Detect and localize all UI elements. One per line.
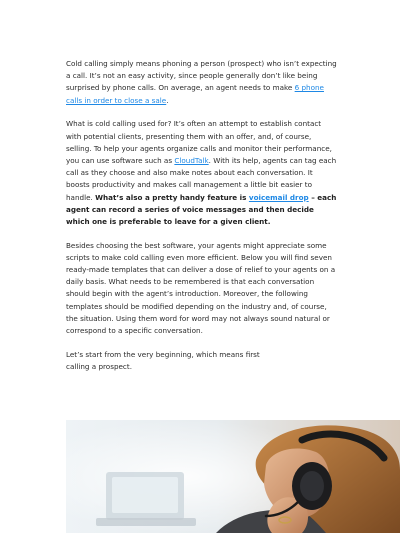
article-body: [66, 58, 338, 385]
agent-headset-photo: [66, 420, 400, 533]
feature-text-end: – each agent can record a series of voice messages and then decide which one is preferable to leave for a given client.: [66, 192, 337, 226]
intro-text: Cold calling simply means phoning a person (prospect) who isn’t expecting a call. It’s not an easy activity, since people generally don’t like being surprised by phone calls. On average, an agent needs to make: [66, 59, 337, 93]
paragraph-cold-calling-use: [66, 118, 338, 228]
voicemail-drop-link[interactable]: voicemail drop: [248, 192, 309, 202]
intro-text-end: .: [166, 95, 169, 105]
feature-text-start: What’s also a pretty handy feature is: [95, 192, 249, 202]
paragraph-start: [66, 349, 338, 373]
feature-highlight: [66, 193, 336, 226]
close-a-sale-link[interactable]: 6 phone calls in order to close a sale: [66, 83, 324, 105]
start-line-1: Let’s start from the very beginning, which means first: [66, 349, 260, 359]
start-line-2: calling a prospect.: [66, 361, 132, 371]
use-text-mid: . With its help, agents can tag each call as they choose and also make notes about each conversation. It boosts productivity and makes call management a little bit easier to handle.: [66, 155, 337, 202]
photo-illustration: [66, 420, 400, 533]
cloudtalk-link[interactable]: CloudTalk: [174, 155, 209, 165]
paragraph-templates: Besides choosing the best software, your agents might appreciate some scripts to make cold calling even more efficient. Below you will find seven ready-made templates that can deliver a dose of relief to your agents on a daily basis. What needs to be remembered is that each conversation should begin with the agent’s introduction. Moreover, the following templates should be modified depending on the industry and, of course, the situation. Using them word for word may not always sound natural or correspond to a specific conversation.: [66, 240, 336, 336]
paragraph-intro: [66, 58, 338, 107]
use-text: What is cold calling used for? It’s often an attempt to establish contact with potential clients, presenting them with an offer, and, of course, selling. To help your agents organize calls and monitor their performance, you can use software such as: [66, 119, 332, 165]
